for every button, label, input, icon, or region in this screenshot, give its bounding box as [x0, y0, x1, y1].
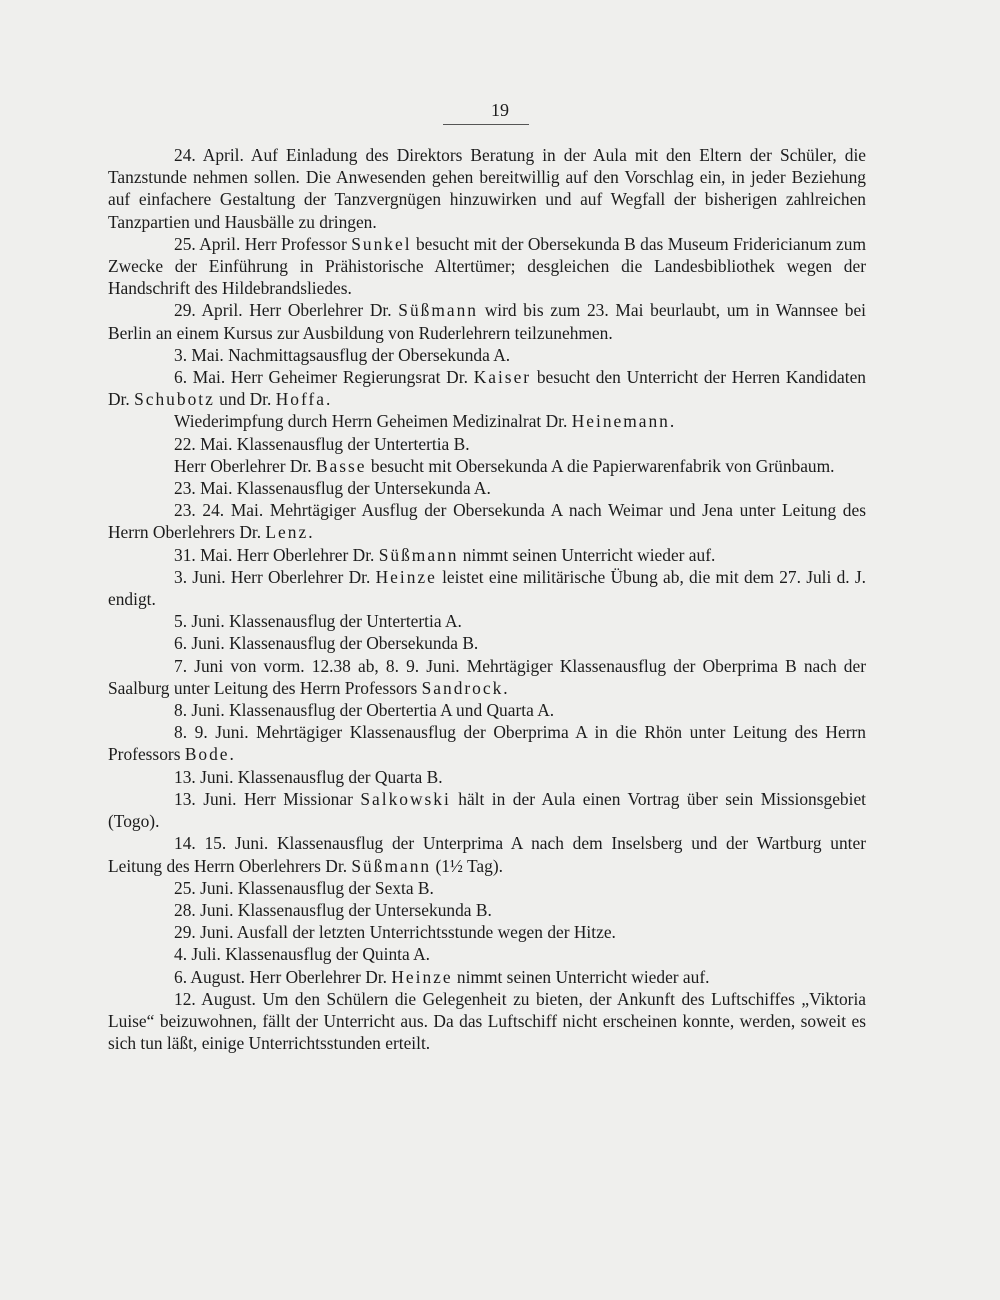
entry-text: 6. Juni. Klassenausflug der Obersekunda B.	[174, 633, 479, 654]
entry-text: 22. Mai. Klassenausflug der Untertertia B.	[174, 433, 470, 454]
entry-text: nimmt seinen Unterricht wieder auf.	[452, 966, 710, 987]
chronicle-entry	[108, 566, 866, 610]
chronicle-entry	[108, 299, 866, 343]
chronicle-entry	[108, 344, 866, 366]
entry-text: 13. Juni. Herr Missionar	[174, 788, 361, 809]
entry-text: 12. August. Um den Schülern die Gelegenheit zu bieten, der Ankunft des Luftschiffes „Viktoria Luise“ beizuwohnen, fällt der Unterricht aus. Da das Luftschiff nicht erscheinen konnte, werden, soweit es sich tun läßt, einige Unterrichtsstunden erteilt.	[108, 988, 866, 1054]
entry-text: 3. Mai. Nachmittagsausflug der Obersekunda A.	[174, 344, 511, 365]
entry-text: .	[325, 389, 331, 410]
entry-text: 3. Juni. Herr Oberlehrer Dr.	[174, 566, 376, 587]
entry-text: 5. Juni. Klassenausflug der Untertertia A.	[174, 611, 462, 632]
entry-text: 7. Juni von vorm. 12.38 ab, 8. 9. Juni. Mehrtägiger Klassenausflug der Oberprima B nach der Saalburg unter Leitung des Herrn Professors	[108, 655, 866, 698]
chronicle-entry	[108, 610, 866, 632]
chronicle-entry	[108, 544, 866, 566]
chronicle-entry	[108, 233, 866, 300]
entry-text: 24. April. Auf Einladung des Direktors Beratung in der Aula mit den Eltern der Schüler, die Tanzstunde nehmen sollen. Die Anwesenden gehen bereitwillig auf den Vorschlag ein, in jeder Beziehung auf einfachere Gestaltung der Tanzvergnügen hinzuwirken und auf Wegfall der bisherigen zahlreichen Tanzpartien und Hausbälle zu dringen.	[108, 145, 866, 232]
person-name: Salkowski	[360, 788, 451, 809]
chronicle-text	[108, 144, 866, 1054]
entry-text: 25. April. Herr Professor	[174, 233, 352, 254]
person-name: Sunkel	[351, 233, 412, 254]
entry-text: und Dr.	[214, 389, 276, 410]
entry-text: 25. Juni. Klassenausflug der Sexta B.	[174, 877, 434, 898]
header-rule	[443, 124, 529, 125]
person-name: Heinemann	[571, 411, 670, 432]
entry-text: 29. Juni. Ausfall der letzten Unterrichtsstunde wegen der Hitze.	[174, 922, 616, 943]
entry-text: .	[229, 744, 234, 765]
chronicle-entry	[108, 966, 866, 988]
entry-text: leistet eine militärische Übung ab, die mit dem 27. Juli d. J. endigt.	[108, 566, 866, 610]
entry-text: 4. Juli. Klassenausflug der Quinta A.	[174, 944, 430, 965]
chronicle-entry	[108, 899, 866, 921]
chronicle-entry	[108, 721, 866, 765]
chronicle-entry	[108, 766, 866, 788]
person-name: Lenz	[265, 522, 309, 543]
entry-text: .	[308, 522, 313, 543]
entry-text: 29. April. Herr Oberlehrer Dr.	[174, 300, 399, 321]
entry-text: 23. Mai. Klassenausflug der Untersekunda A.	[174, 478, 491, 499]
entry-text: (1½ Tag).	[431, 855, 503, 876]
chronicle-entry	[108, 943, 866, 965]
entry-text: nimmt seinen Unterricht wieder auf.	[458, 544, 716, 565]
entry-text: 23. 24. Mai. Mehrtägiger Ausflug der Obersekunda A nach Weimar und Jena unter Leitung des Herrn Oberlehrers Dr.	[108, 500, 866, 543]
chronicle-entry	[108, 477, 866, 499]
entry-text: 6. August. Herr Oberlehrer Dr.	[174, 966, 392, 987]
chronicle-entry	[108, 877, 866, 899]
chronicle-entry	[108, 632, 866, 654]
chronicle-entry	[108, 433, 866, 455]
chronicle-entry	[108, 499, 866, 543]
page-number: 19	[491, 100, 509, 120]
entry-text: besucht den Unterricht der Herren Kandidaten Dr.	[108, 367, 866, 410]
entry-text: 14. 15. Juni. Klassenausflug der Unterprima A nach dem Inselsberg und der Wartburg unter Leitung des Herrn Oberlehrers Dr.	[108, 833, 866, 876]
chronicle-entry	[108, 788, 866, 832]
entry-text: Herr Oberlehrer Dr.	[174, 455, 316, 476]
person-name: Süßmann	[398, 300, 478, 321]
chronicle-entry	[108, 144, 866, 233]
person-name: Schubotz	[134, 389, 215, 410]
entry-text: 8. Juni. Klassenausflug der Obertertia A und Quarta A.	[174, 700, 555, 721]
chronicle-entry	[108, 655, 866, 699]
entry-text: Wiederimpfung durch Herrn Geheimen Medizinalrat Dr.	[174, 411, 572, 432]
chronicle-entry	[108, 921, 866, 943]
person-name: Kaiser	[473, 367, 532, 388]
entry-text: 31. Mai. Herr Oberlehrer Dr.	[174, 544, 379, 565]
person-name: Hoffa	[275, 389, 326, 410]
entry-text: wird bis zum 23. Mai beurlaubt, um in Wannsee bei Berlin an einem Kursus zur Ausbildung von Ruderlehrern teilzunehmen.	[108, 300, 866, 343]
chronicle-entry	[108, 832, 866, 876]
chronicle-entry	[108, 699, 866, 721]
person-name: Basse	[315, 455, 367, 476]
person-name: Bode	[184, 744, 230, 765]
person-name: Süßmann	[378, 544, 459, 565]
entry-text: 28. Juni. Klassenausflug der Untersekunda B.	[174, 899, 492, 920]
person-name: Süßmann	[351, 855, 432, 876]
chronicle-entry	[108, 455, 866, 477]
chronicle-entry	[108, 410, 866, 432]
entry-text: besucht mit Obersekunda A die Papierwarenfabrik von Grünbaum.	[366, 455, 835, 476]
entry-text: .	[669, 411, 675, 432]
entry-text: 13. Juni. Klassenausflug der Quarta B.	[174, 766, 443, 787]
person-name: Heinze	[375, 566, 437, 587]
entry-text: besucht mit der Obersekunda B das Museum Fridericianum zum Zwecke der Einführung in Prähistorische Altertümer; desgleichen die Landesbibliothek wegen der Handschrift des Hildebrandsliedes.	[108, 233, 867, 299]
chronicle-entry	[108, 366, 866, 410]
entry-text: 8. 9. Juni. Mehrtägiger Klassenausflug der Oberprima A in die Rhön unter Leitung des Herrn Professors	[108, 722, 866, 765]
entry-text: 6. Mai. Herr Geheimer Regierungsrat Dr.	[174, 367, 474, 388]
entry-text: hält in der Aula einen Vortrag über sein Missionsgebiet (Togo).	[108, 788, 867, 832]
entry-text: .	[503, 677, 508, 698]
chronicle-entry	[108, 988, 866, 1055]
person-name: Heinze	[391, 966, 453, 987]
person-name: Sandrock	[421, 677, 504, 698]
